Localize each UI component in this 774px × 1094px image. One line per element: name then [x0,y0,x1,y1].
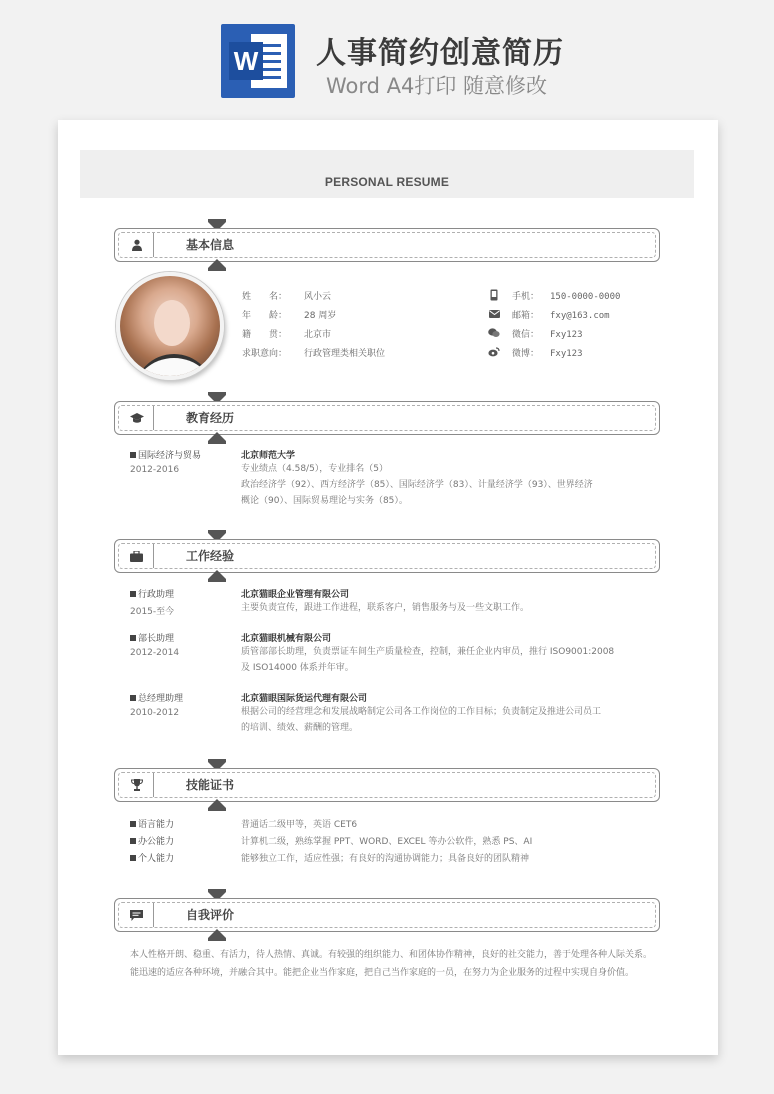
trophy-icon [120,773,154,797]
education-date: 2012-2016 [130,465,180,475]
contact-weibo: 微博： Fxy123 [512,349,583,359]
self-evaluation-text: 本人性格开朗、稳重、有活力，待人热情、真诚。有较强的组织能力、和团体协作精神，良好的社交能力，善于处理各种人际关系。能迅速的适应各种环境，并融合其中。能把企业当作家庭，把自己当作家庭的一员，在努力为企业服务的过程中实现自身价值。 [130,950,653,978]
work-company-3: 北京猫眼国际货运代理有限公司 [241,694,368,704]
word-logo-icon [221,24,295,98]
field-name: 姓 名： 风小云 [242,292,332,302]
work-date-1: 2015-至今 [130,607,175,617]
work-date-3: 2010-2012 [130,708,180,718]
word-logo-letter: W [229,42,263,80]
field-age: 年 龄： 28 周岁 [242,311,337,321]
page-header [80,150,694,198]
section-title: 基本信息 [186,238,235,252]
banner-subtitle: Word A4打印 随意修改 [326,74,548,98]
mail-icon [488,308,500,320]
skill-value-3: 能够独立工作，适应性强；有良好的沟通协调能力；具备良好的团队精神 [241,854,530,864]
phone-icon [488,289,500,301]
field-hometown: 籍 贯： 北京市 [242,330,332,340]
section-title: 教育经历 [186,411,235,425]
banner [0,0,774,110]
education-school: 北京师范大学 [241,451,296,461]
skill-label-2: 办公能力 [130,834,174,847]
contact-wechat: 微信： Fxy123 [512,330,583,340]
skill-label-1: 语言能力 [130,817,174,830]
person-icon [120,233,154,257]
education-details: 专业绩点（4.58/5），专业排名（5） 政治经济学（92）、西方经济学（85）、国际经济学（83）、计量经济学（93）、世界经济 概论（90）、国际贸易理论与实务（85）。 [241,464,593,506]
contact-email: 邮箱： fxy@163.com [512,311,610,321]
work-company-1: 北京猫眼企业管理有限公司 [241,590,350,600]
field-job-intent: 求职意向： 行政管理类相关职位 [242,349,386,359]
resume-page [58,120,718,1055]
weibo-icon [488,346,500,358]
work-company-2: 北京猫眼机械有限公司 [241,634,332,644]
work-desc-1: 主要负责宣传，跟进工作进程，联系客户，销售服务与及一些文职工作。 [241,603,530,613]
work-title-2: 部长助理 [130,631,174,644]
briefcase-icon [120,544,154,568]
page-header-title: PERSONAL RESUME [324,175,450,189]
education-major: 国际经济与贸易 [130,448,201,461]
section-work [114,539,660,573]
skill-value-2: 计算机二级，熟练掌握 PPT、WORD、EXCEL 等办公软件，熟悉 PS、AI [241,837,533,847]
skill-value-1: 普通话二级甲等，英语 CET6 [241,820,358,830]
section-self-evaluation [114,898,660,932]
section-title: 自我评价 [186,908,235,922]
section-education [114,401,660,435]
profile-photo [116,272,224,380]
work-desc-2: 质管部部长助理，负责票证车间生产质量检查，控制，兼任企业内审员，推行 ISO9001:2008 及 ISO14000 体系并年审。 [241,647,615,673]
contact-phone: 手机： 150-0000-0000 [512,292,621,302]
section-skills [114,768,660,802]
work-desc-3: 根据公司的经营理念和发展战略制定公司各工作岗位的工作目标；负责制定及推进公司员工 的培训、绩效、薪酬的管理。 [241,707,602,733]
section-title: 工作经验 [186,549,235,563]
work-title-1: 行政助理 [130,587,174,600]
skill-label-3: 个人能力 [130,851,174,864]
comment-icon [120,903,154,927]
section-title: 技能证书 [186,778,235,792]
banner-title: 人事简约创意简历 [316,36,564,71]
work-date-2: 2012-2014 [130,648,180,658]
work-title-3: 总经理助理 [130,691,183,704]
wechat-icon [488,327,500,339]
section-basic-info [114,228,660,262]
graduation-cap-icon [120,406,154,430]
